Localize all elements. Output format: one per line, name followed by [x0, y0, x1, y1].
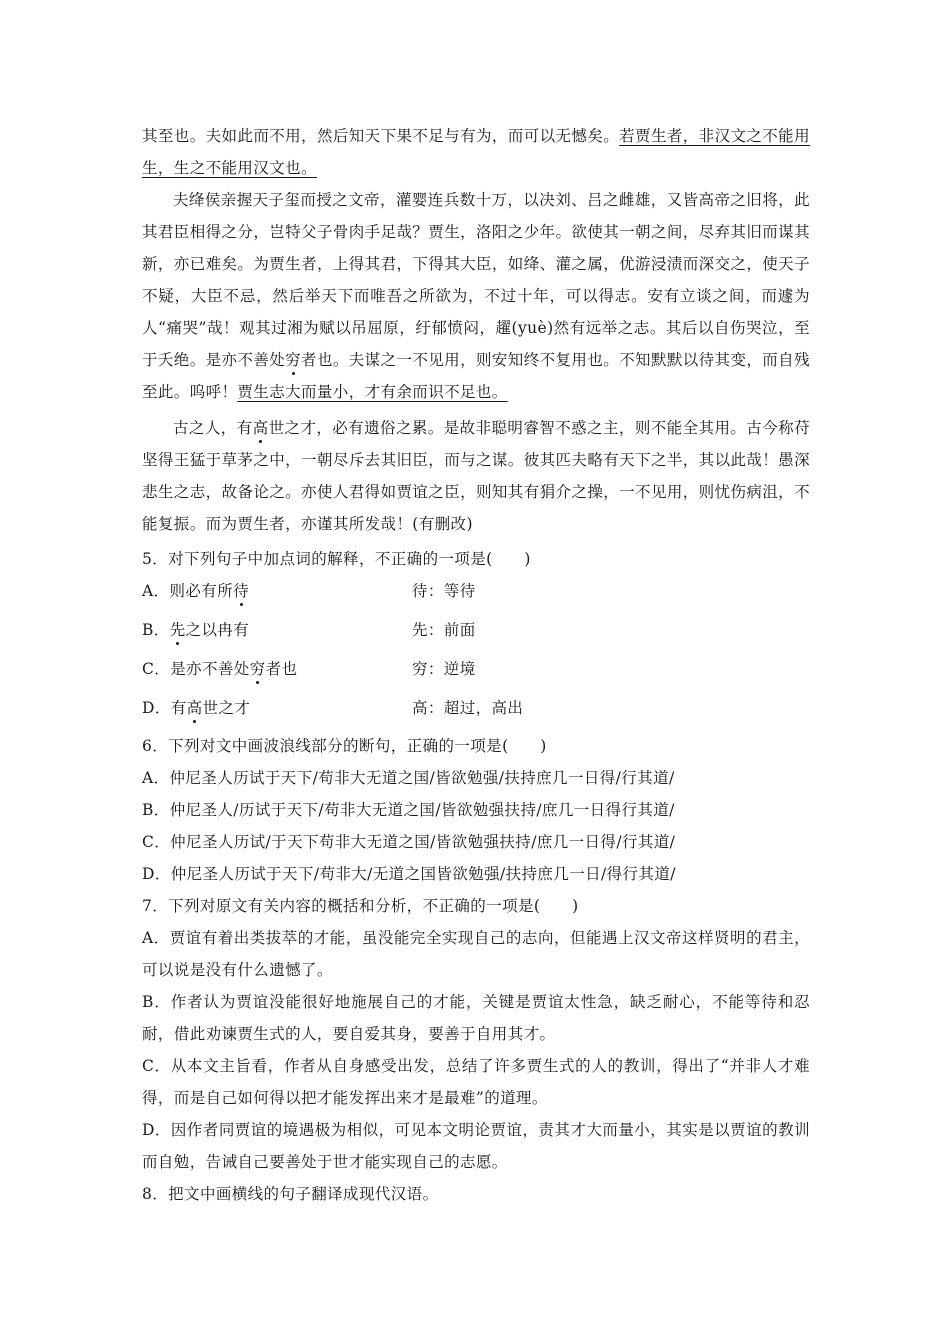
dotted-word: 高: [186, 699, 203, 717]
q5-option-b-gloss: 先：前面: [412, 621, 476, 639]
option-text: 之以冉有: [185, 621, 250, 639]
passage-paragraph-1: [142, 120, 810, 184]
q5-option-a-gloss: 待：等待: [412, 582, 476, 600]
passage-text: 者也。夫谋之一不见用，则安知终不复用也。不知默默以待其变，而自残至此。呜呼！: [142, 351, 810, 401]
dotted-word: 待: [233, 582, 250, 600]
option-text: A．则必有所: [142, 582, 234, 600]
q6-option-d: D．仲尼圣人历试于天下/苟非大/无道之国皆欲勉强/扶持庶几一日/得行其道/: [142, 865, 676, 883]
passage-paragraph-2: [142, 184, 810, 408]
q6-option-a: A．仲尼圣人历试于天下/苟非大无道之国/皆欲勉强/扶持庶几一日得/行其道/: [142, 769, 675, 787]
question-8-stem: 8．把文中画横线的句子翻译成现代汉语。: [142, 1185, 439, 1203]
q5-option-b: [142, 619, 249, 641]
q5-option-c: [142, 658, 297, 680]
dotted-word: 高: [252, 419, 269, 437]
question-6-stem: 6．下列对文中画波浪线部分的断句，正确的一项是( ): [142, 737, 547, 755]
option-text: C．是亦不善处: [142, 660, 250, 678]
passage-text: 古之人，有: [173, 419, 253, 437]
q5-option-d: [142, 697, 250, 719]
option-text: 者也: [265, 660, 298, 678]
q5-option-d-gloss: 高：超过，高出: [412, 699, 524, 717]
passage-text: 世之才，必有遗俗之累。是故非聪明睿智不惑之主，则不能全其用。古今称苻坚得王猛于草茅之中，一朝尽斥去其旧臣，而与之谋。彼其匹夫略有天下之半，其以此哉！愚深悲生之志，故备论之。亦使人君得如贾谊之臣，则知其有狷介之操，一不见用，则忧伤病沮，不能复振。而为贾生者，亦谨其所发哉！(有删改): [142, 419, 810, 533]
underlined-sentence-1: 若贾生者，非汉文之不能用生，生之不能用汉文也。: [142, 127, 810, 177]
passage-text: 夫绛侯亲握天子玺而授之文帝，灌婴连兵数十万，以决刘、吕之雌雄，又皆高帝之旧将，此其君臣相得之分，岂特父子骨肉手足哉？贾生，洛阳之少年。欲使其一朝之间，尽弃其旧而谋其新，亦已难矣。为贾生者，上得其君，下得其大臣，如绛、灌之属，优游浸渍而深交之，使天子不疑，大臣不忌，然后举天下而唯吾之所欲为，不过十年，可以得志。安有立谈之间，而遽为人“痛哭”哉！观其过湘为赋以吊屈原，纡郁愤闷，趯(yuè)然有远举之志。其后以自伤哭泣，至于夭绝。是亦不善处: [142, 191, 810, 369]
dotted-word: 穷: [249, 660, 266, 678]
option-text: 世之才: [202, 699, 251, 717]
dotted-word: 穷: [285, 351, 302, 369]
question-7-stem: 7．下列对原文有关内容的概括和分析，不正确的一项是( ): [142, 897, 579, 915]
q5-option-c-gloss: 穷：逆境: [412, 660, 476, 678]
q6-option-b: B．仲尼圣人/历试于天下/苟非大无道之国/皆欲勉强扶持/庶几一日得行其道/: [142, 801, 675, 819]
option-text: D．有: [142, 699, 187, 717]
underlined-sentence-2: 贾生志大而量小，才有余而识不足也。: [237, 383, 508, 401]
q7-option-b: B．作者认为贾谊没能很好地施展自己的才能，关键是贾谊太性急，缺乏耐心，不能等待和忍耐，借此劝谏贾生式的人，要自爱其身，要善于自用其才。: [142, 993, 810, 1043]
option-text: B．: [142, 621, 170, 639]
q5-option-a: [142, 580, 249, 602]
passage-paragraph-3: [142, 412, 810, 540]
passage-text: 其至也。夫如此而不用，然后知天下果不足与有为，而可以无憾矣。: [142, 127, 620, 145]
q7-option-d: D．因作者同贾谊的境遇极为相似，可见本文明论贾谊，责其才大而量小，其实是以贾谊的教训而自勉，告诫自己要善处于世才能实现自己的志愿。: [142, 1121, 810, 1171]
q6-option-c: C．仲尼圣人历试/于天下苟非大无道之国/皆欲勉强扶持/庶几一日得/行其道/: [142, 833, 676, 851]
dotted-word: 先: [169, 621, 186, 639]
question-5-stem: 5．对下列句子中加点词的解释，不正确的一项是( ): [142, 550, 531, 568]
q7-option-a: A．贾谊有着出类拔萃的才能，虽没能完全实现自己的志向，但能遇上汉文帝这样贤明的君主，可以说是没有什么遗憾了。: [142, 929, 810, 979]
q7-option-c: C．从本文主旨看，作者从自身感受出发，总结了许多贾生式的人的教训，得出了“并非人才难得，而是自己如何得以把才能发挥出来才是最难”的道理。: [142, 1057, 810, 1107]
